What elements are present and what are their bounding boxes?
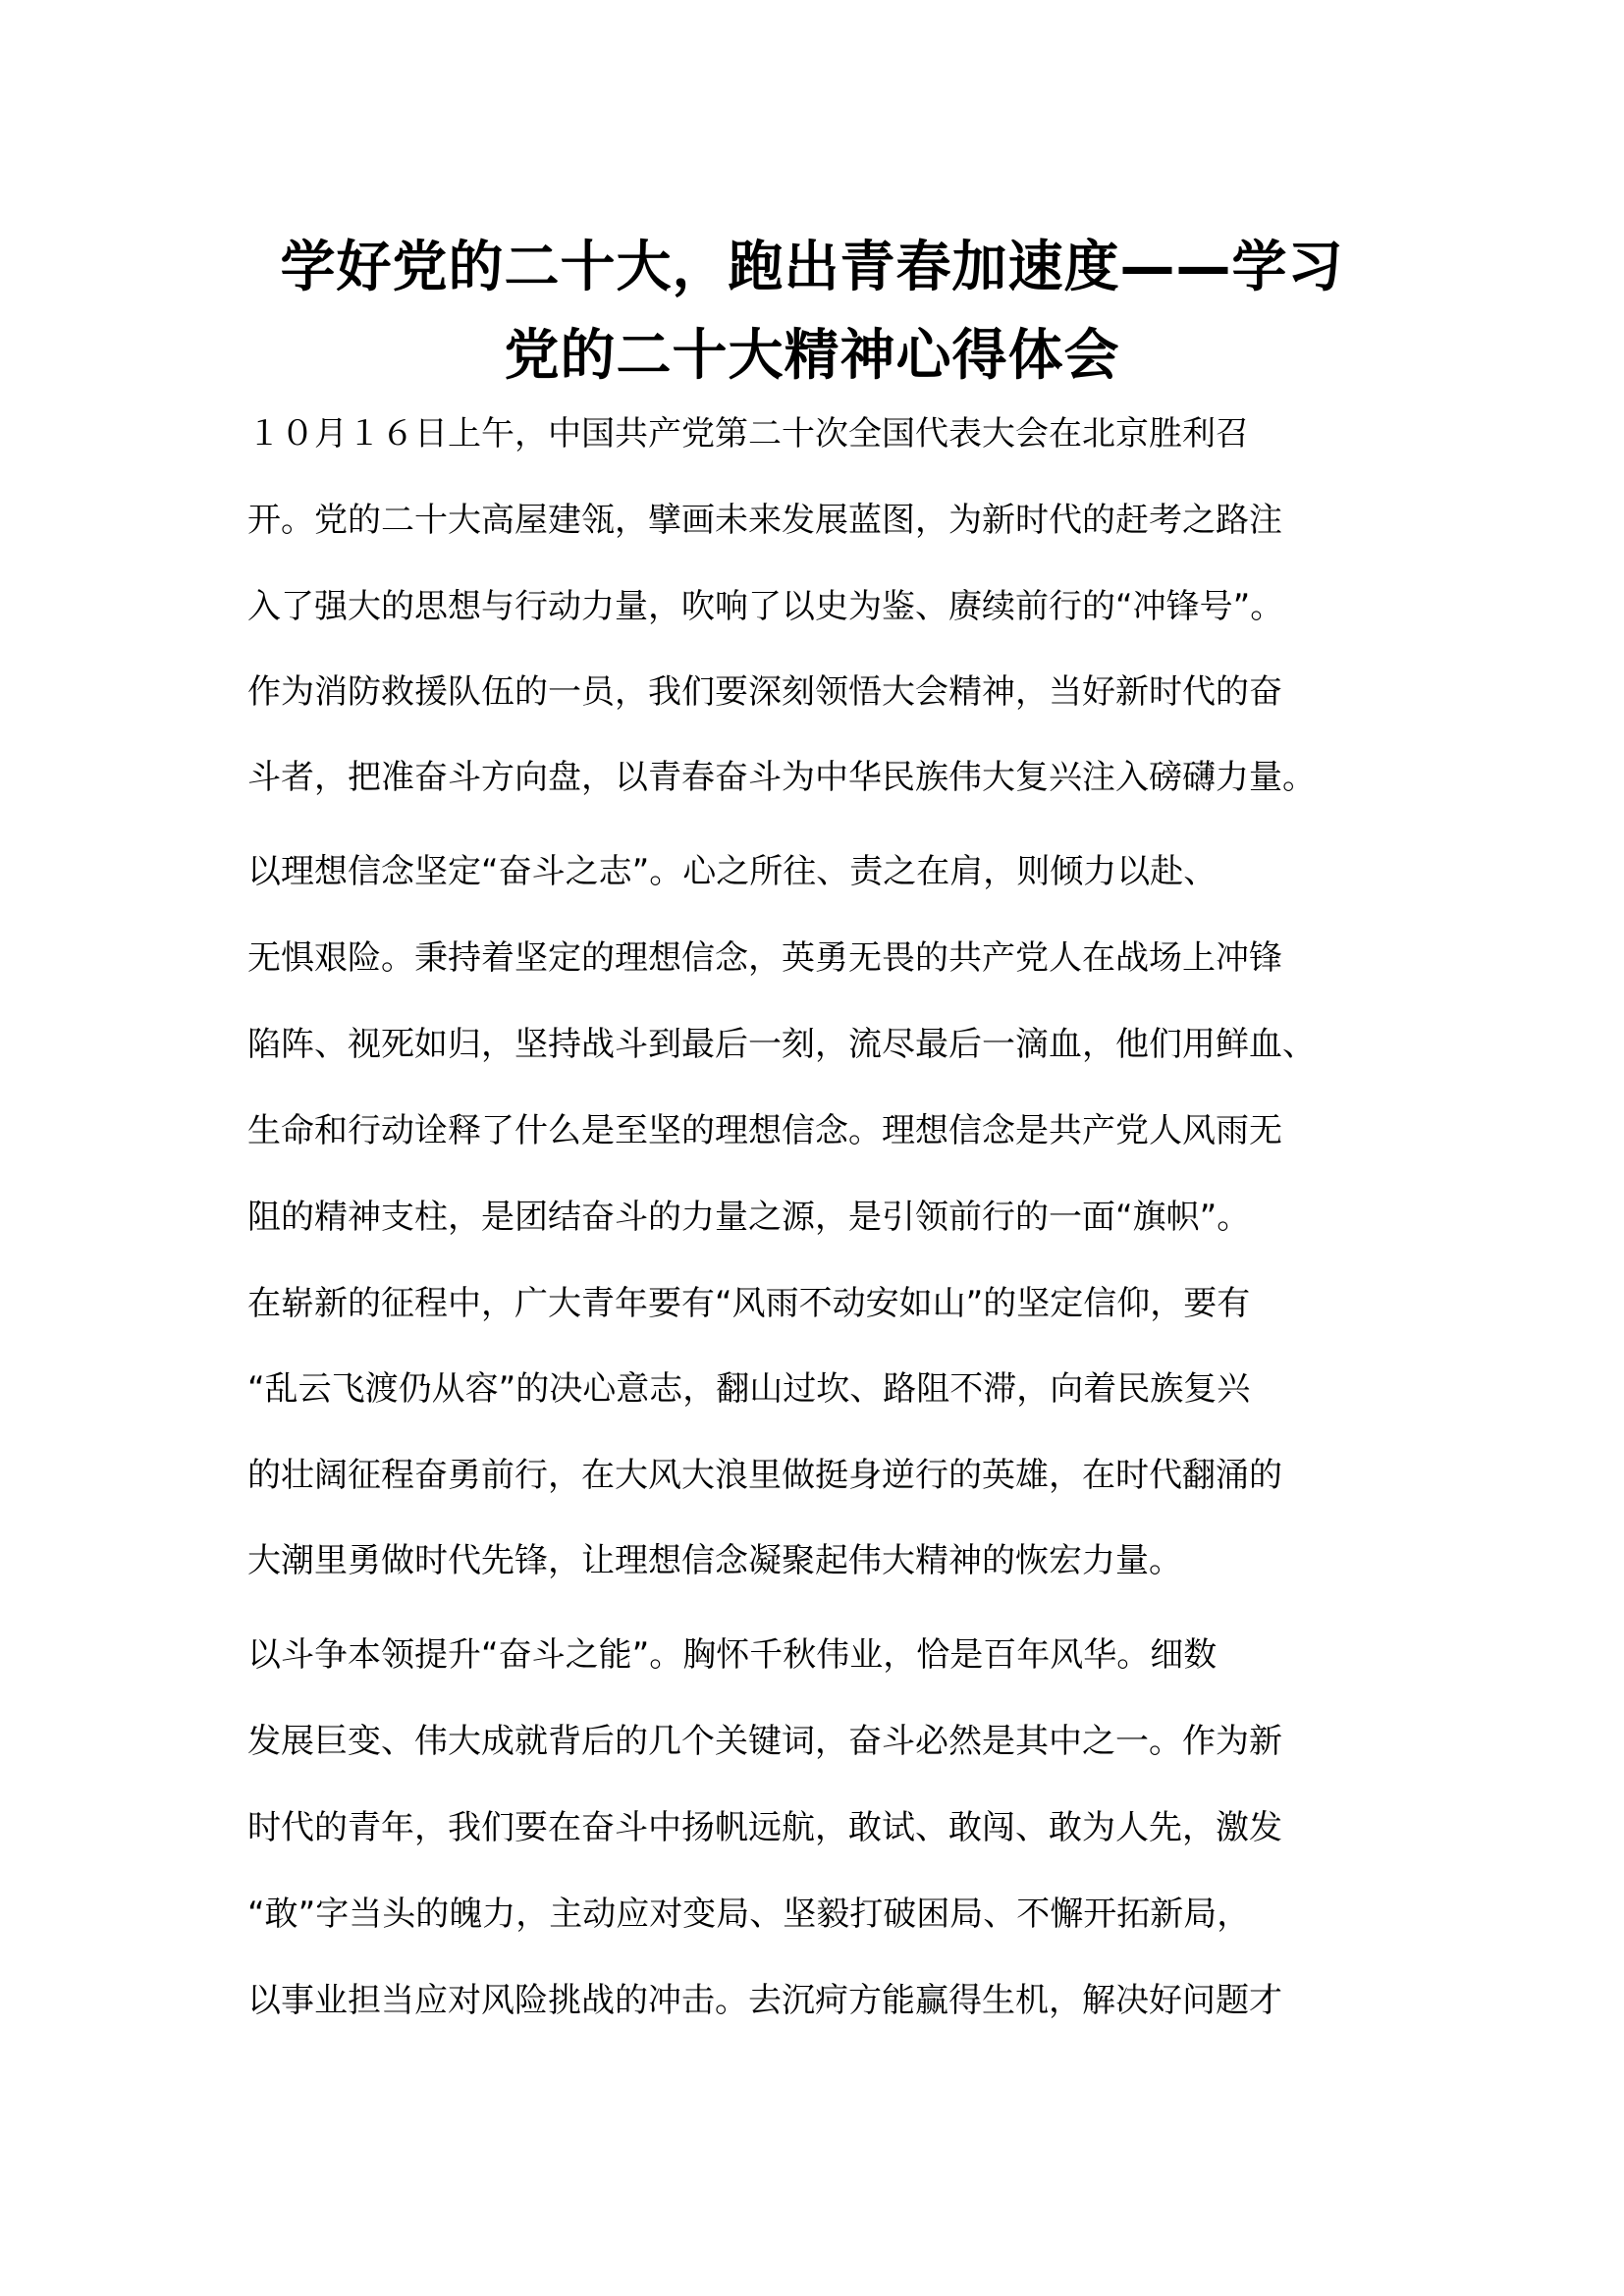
- body-line: 斗者，把准奋斗方向盘，以青春奋斗为中华民族伟大复兴注入磅礴力量。: [247, 758, 1316, 797]
- body-line: 大潮里勇做时代先锋，让理想信念凝聚起伟大精神的恢宏力量。: [247, 1541, 1182, 1580]
- body-line: 陷阵、视死如归，坚持战斗到最后一刻，流尽最后一滴血，他们用鲜血、: [247, 1025, 1316, 1064]
- body-line: 入了强大的思想与行动力量，吹响了以史为鉴、赓续前行的“冲锋号”。: [247, 587, 1284, 626]
- body-line: 以斗争本领提升“奋斗之能”。胸怀千秋伟业，恰是百年风华。细数: [247, 1635, 1218, 1675]
- body-line: 无惧艰险。秉持着坚定的理想信念，英勇无畏的共产党人在战场上冲锋: [247, 938, 1282, 978]
- body-line: １０月１６日上午，中国共产党第二十次全国代表大会在北京胜利召: [247, 414, 1249, 454]
- body-line: 以事业担当应对风险挑战的冲击。去沉疴方能赢得生机，解决好问题才: [247, 1981, 1282, 2020]
- body-line: 以理想信念坚定“奋斗之志”。心之所往、责之在肩，则倾力以赴、: [247, 852, 1218, 891]
- body-line: 在崭新的征程中，广大青年要有“风雨不动安如山”的坚定信仰，要有: [247, 1284, 1251, 1323]
- body-line: “乱云飞渡仍从容”的决心意志，翻山过坎、路阻不滞，向着民族复兴: [247, 1369, 1251, 1409]
- body-line: 作为消防救援队伍的一员，我们要深刻领悟大会精神，当好新时代的奋: [247, 672, 1282, 712]
- title-line-1: 学好党的二十大，跑出青春加速度——学习: [280, 236, 1344, 299]
- body-line: 时代的青年，我们要在奋斗中扬帆远航，敢试、敢闯、敢为人先，激发: [247, 1808, 1282, 1847]
- title-line-2: 党的二十大精神心得体会: [504, 324, 1120, 388]
- body-line: 生命和行动诠释了什么是至坚的理想信念。理想信念是共产党人风雨无: [247, 1111, 1282, 1150]
- document-title: [236, 224, 1388, 400]
- body-line: “敢”字当头的魄力，主动应对变局、坚毅打破困局、不懈开拓新局，: [247, 1895, 1251, 1934]
- body-line: 的壮阔征程奋勇前行，在大风大浪里做挺身逆行的英雄，在时代翻涌的: [247, 1456, 1282, 1495]
- body-line: 发展巨变、伟大成就背后的几个关键词，奋斗必然是其中之一。作为新: [247, 1722, 1282, 1761]
- body-line: 阻的精神支柱，是团结奋斗的力量之源，是引领前行的一面“旗帜”。: [247, 1198, 1251, 1237]
- body-line: 开。党的二十大高屋建瓴，擘画未来发展蓝图，为新时代的赶考之路注: [247, 501, 1282, 540]
